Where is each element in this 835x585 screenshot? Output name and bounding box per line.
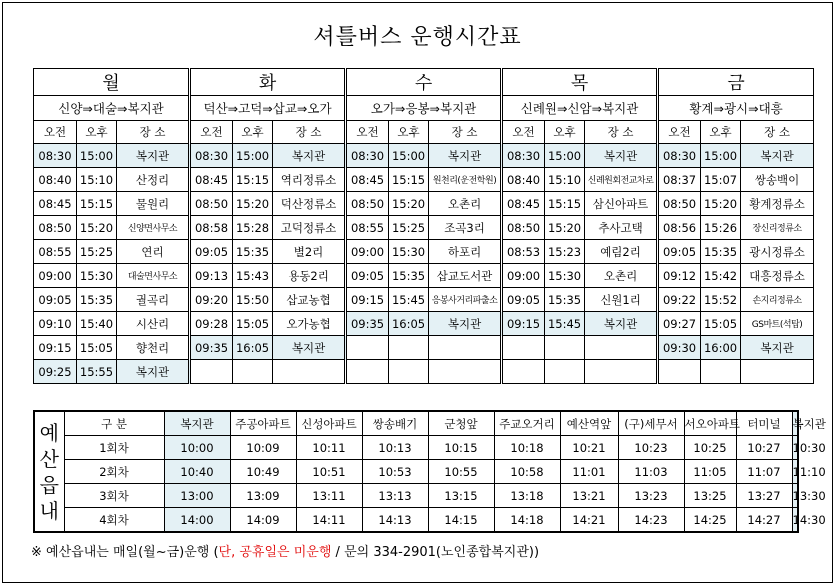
yesan-time: 13:18 <box>494 484 560 508</box>
am-time: 08:30 <box>502 144 545 168</box>
page-title: 셔틀버스 운행시간표 <box>313 25 522 50</box>
am-time: 08:30 <box>658 144 701 168</box>
yesan-time: 11:01 <box>560 460 618 484</box>
yesan-time: 11:07 <box>736 460 792 484</box>
pm-time: 15:20 <box>701 192 741 216</box>
am-time <box>346 336 389 360</box>
pm-time: 15:05 <box>701 312 741 336</box>
stop-name: 오가농협 <box>273 312 346 336</box>
stop-name: 대술면사무소 <box>117 264 190 288</box>
am-time: 08:30 <box>190 144 233 168</box>
schedule-row <box>34 288 814 312</box>
stop-name <box>585 336 658 360</box>
pm-time <box>233 360 273 384</box>
stop-name: 예림2리 <box>585 240 658 264</box>
am-time: 09:15 <box>34 336 77 360</box>
stop-name: 복지관 <box>429 144 502 168</box>
stop-header: (구)세무서 <box>618 411 684 436</box>
am-time: 08:50 <box>502 216 545 240</box>
pm-time: 15:40 <box>77 312 117 336</box>
am-time: 09:00 <box>502 264 545 288</box>
stop-name <box>429 360 502 384</box>
stop-name: 광시정류소 <box>741 240 814 264</box>
stop-name: 별2리 <box>273 240 346 264</box>
pm-time: 15:25 <box>77 240 117 264</box>
yesan-time: 13:23 <box>618 484 684 508</box>
am-time: 09:30 <box>658 336 701 360</box>
pm-time <box>545 360 585 384</box>
route-label: 신례원⇒신암⇒복지관 <box>502 96 658 121</box>
pm-header: 오후 <box>701 121 741 144</box>
pm-time: 15:00 <box>389 144 429 168</box>
stop-name <box>585 360 658 384</box>
yesan-row <box>34 484 798 508</box>
route-label: 오가⇒응봉⇒복지관 <box>346 96 502 121</box>
am-time: 09:27 <box>658 312 701 336</box>
pm-time: 15:42 <box>701 264 741 288</box>
stop-name: 삽교도서관 <box>429 264 502 288</box>
footer-note <box>31 541 539 560</box>
pm-time: 16:05 <box>233 336 273 360</box>
am-time: 08:56 <box>658 216 701 240</box>
stop-name: 덕산정류소 <box>273 192 346 216</box>
am-time: 08:55 <box>34 240 77 264</box>
am-header: 오전 <box>658 121 701 144</box>
yesan-time: 14:18 <box>494 508 560 533</box>
am-time: 08:40 <box>502 168 545 192</box>
am-time: 08:40 <box>34 168 77 192</box>
pm-time: 16:05 <box>389 312 429 336</box>
am-header: 오전 <box>502 121 545 144</box>
place-header: 장 소 <box>429 121 502 144</box>
stop-name: 삼신아파트 <box>585 192 658 216</box>
yesan-time: 14:11 <box>296 508 362 533</box>
am-time: 08:58 <box>190 216 233 240</box>
am-time <box>658 360 701 384</box>
am-time <box>346 360 389 384</box>
yesan-time: 13:13 <box>362 484 428 508</box>
am-time: 09:35 <box>190 336 233 360</box>
pm-time: 15:10 <box>545 168 585 192</box>
stop-name: 궐곡리 <box>117 288 190 312</box>
am-time: 08:50 <box>658 192 701 216</box>
day-label: 금 <box>658 69 814 96</box>
am-time: 09:05 <box>658 240 701 264</box>
stop-name: 하포리 <box>429 240 502 264</box>
am-time <box>502 336 545 360</box>
schedule-row <box>34 168 814 192</box>
stop-name: 추사고택 <box>585 216 658 240</box>
note-contact-text: / 문의 334-2901(노인종합복지관)) <box>331 545 540 560</box>
pm-time: 15:30 <box>389 240 429 264</box>
yesan-time: 10:58 <box>494 460 560 484</box>
route-label: 황계⇒광시⇒대흥 <box>658 96 814 121</box>
stop-name: 삽교농협 <box>273 288 346 312</box>
yesan-time: 11:03 <box>618 460 684 484</box>
am-time: 09:15 <box>346 288 389 312</box>
pm-time: 15:00 <box>545 144 585 168</box>
column-header-row <box>34 121 814 144</box>
pm-time: 15:15 <box>389 168 429 192</box>
pm-time <box>389 360 429 384</box>
place-header: 장 소 <box>741 121 814 144</box>
pm-time: 15:26 <box>701 216 741 240</box>
schedule-row <box>34 312 814 336</box>
round-label: 4회차 <box>64 508 164 533</box>
pm-time <box>389 336 429 360</box>
yesan-header-row <box>34 411 798 436</box>
stop-name: 복지관 <box>117 360 190 384</box>
am-time: 08:37 <box>658 168 701 192</box>
am-time: 08:45 <box>502 192 545 216</box>
stop-name: 원천리(운전학원) <box>429 168 502 192</box>
stop-name: 신원1리 <box>585 288 658 312</box>
schedule-row <box>34 336 814 360</box>
pm-time: 15:07 <box>701 168 741 192</box>
am-time: 09:05 <box>190 240 233 264</box>
pm-header: 오후 <box>545 121 585 144</box>
stop-name: 손지리정류소 <box>741 288 814 312</box>
yesan-time: 14:13 <box>362 508 428 533</box>
weekday-schedule-table <box>33 68 814 384</box>
yesan-time: 14:27 <box>736 508 792 533</box>
stop-header: 주교오거리 <box>494 411 560 436</box>
pm-time: 15:45 <box>545 312 585 336</box>
pm-time: 15:35 <box>389 264 429 288</box>
am-time: 08:45 <box>34 192 77 216</box>
pm-time: 15:15 <box>545 192 585 216</box>
am-time: 09:20 <box>190 288 233 312</box>
yesan-row <box>34 436 798 460</box>
am-time: 09:28 <box>190 312 233 336</box>
stop-name: 복지관 <box>585 144 658 168</box>
yesan-time: 14:23 <box>618 508 684 533</box>
stop-name <box>741 360 814 384</box>
am-time: 09:12 <box>658 264 701 288</box>
stop-name: 향천리 <box>117 336 190 360</box>
stop-name: 역리정류소 <box>273 168 346 192</box>
yesan-time: 14:00 <box>164 508 230 533</box>
yesan-time: 10:09 <box>230 436 296 460</box>
am-header: 오전 <box>34 121 77 144</box>
place-header: 장 소 <box>117 121 190 144</box>
am-time: 08:30 <box>346 144 389 168</box>
stop-name: 신례원회전교차로 <box>585 168 658 192</box>
stop-name: 복지관 <box>585 312 658 336</box>
round-label: 1회차 <box>64 436 164 460</box>
pm-time: 15:35 <box>545 288 585 312</box>
pm-time: 15:52 <box>701 288 741 312</box>
pm-time: 15:20 <box>233 192 273 216</box>
am-time: 09:25 <box>34 360 77 384</box>
am-time: 09:05 <box>502 288 545 312</box>
pm-time: 15:00 <box>233 144 273 168</box>
pm-time: 15:35 <box>701 240 741 264</box>
pm-time: 16:00 <box>701 336 741 360</box>
am-time: 09:00 <box>346 240 389 264</box>
yesan-time: 10:23 <box>618 436 684 460</box>
yesan-time: 11:05 <box>684 460 736 484</box>
note-text: ※ 예산읍내는 매일(월~금)운행 ( <box>31 545 219 560</box>
yesan-time: 10:11 <box>296 436 362 460</box>
am-time <box>190 360 233 384</box>
pm-time: 15:35 <box>233 240 273 264</box>
am-time: 08:45 <box>346 168 389 192</box>
am-header: 오전 <box>190 121 233 144</box>
route-label: 덕산⇒고덕⇒삽교⇒오가 <box>190 96 346 121</box>
stop-name: 복지관 <box>117 144 190 168</box>
note-holiday-text: 단, 공휴일은 미운행 <box>218 545 332 560</box>
am-time: 08:55 <box>346 216 389 240</box>
stop-name: 복지관 <box>429 312 502 336</box>
round-label: 2회차 <box>64 460 164 484</box>
am-time <box>502 360 545 384</box>
yesan-time: 10:49 <box>230 460 296 484</box>
yesan-time: 10:15 <box>428 436 494 460</box>
stop-name: 쌍송백이 <box>741 168 814 192</box>
route-label: 신양⇒대술⇒복지관 <box>34 96 190 121</box>
am-time: 09:15 <box>502 312 545 336</box>
stop-name: 복지관 <box>741 144 814 168</box>
yesan-time: 10:55 <box>428 460 494 484</box>
am-time: 09:10 <box>34 312 77 336</box>
schedule-row <box>34 240 814 264</box>
yesan-time: 10:25 <box>684 436 736 460</box>
yesan-time: 10:00 <box>164 436 230 460</box>
pm-time: 15:10 <box>77 168 117 192</box>
stop-name: 장신리정류소 <box>741 216 814 240</box>
pm-time: 15:43 <box>233 264 273 288</box>
yesan-time: 13:27 <box>736 484 792 508</box>
stop-name: 대흥정류소 <box>741 264 814 288</box>
am-time: 08:53 <box>502 240 545 264</box>
pm-time: 15:50 <box>233 288 273 312</box>
stop-header: 쌍송배기 <box>362 411 428 436</box>
yesan-time: 10:30 <box>792 436 798 460</box>
pm-time: 15:23 <box>545 240 585 264</box>
stop-name: GS마트(석탑) <box>741 312 814 336</box>
stop-name: 복지관 <box>273 144 346 168</box>
am-time: 08:50 <box>190 192 233 216</box>
yesan-time: 14:09 <box>230 508 296 533</box>
stop-header: 터미널 <box>736 411 792 436</box>
pm-time: 15:00 <box>701 144 741 168</box>
day-label: 목 <box>502 69 658 96</box>
pm-time: 15:45 <box>389 288 429 312</box>
stop-name: 산정리 <box>117 168 190 192</box>
schedule-row <box>34 264 814 288</box>
schedule-row <box>34 216 814 240</box>
stop-name: 물원리 <box>117 192 190 216</box>
route-row <box>34 96 814 121</box>
stop-name: 신양면사무소 <box>117 216 190 240</box>
pm-time: 15:05 <box>77 336 117 360</box>
stop-header: 예산역앞 <box>560 411 618 436</box>
schedule-row <box>34 360 814 384</box>
pm-time: 15:28 <box>233 216 273 240</box>
stop-name: 오촌리 <box>429 192 502 216</box>
schedule-row <box>34 144 814 168</box>
yesan-time: 10:53 <box>362 460 428 484</box>
schedule-row <box>34 192 814 216</box>
pm-header: 오후 <box>389 121 429 144</box>
pm-time: 15:55 <box>77 360 117 384</box>
yesan-time: 13:21 <box>560 484 618 508</box>
pm-time: 15:15 <box>77 192 117 216</box>
pm-time: 15:30 <box>545 264 585 288</box>
round-label: 3회차 <box>64 484 164 508</box>
stop-name: 조곡3리 <box>429 216 502 240</box>
day-label: 월 <box>34 69 190 96</box>
pm-time: 15:35 <box>77 288 117 312</box>
yesan-time: 14:21 <box>560 508 618 533</box>
pm-time: 15:25 <box>389 216 429 240</box>
yesan-row <box>34 508 798 533</box>
day-label: 화 <box>190 69 346 96</box>
stop-name: 고덕정류소 <box>273 216 346 240</box>
pm-time: 15:15 <box>233 168 273 192</box>
stop-header: 주공아파트 <box>230 411 296 436</box>
pm-time: 15:20 <box>77 216 117 240</box>
stop-header: 복지관 <box>164 411 230 436</box>
pm-time <box>701 360 741 384</box>
yesan-time: 10:21 <box>560 436 618 460</box>
yesan-time: 10:40 <box>164 460 230 484</box>
stop-name: 시산리 <box>117 312 190 336</box>
yesan-time: 14:30 <box>792 508 798 533</box>
yesan-time: 14:25 <box>684 508 736 533</box>
pm-time: 15:00 <box>77 144 117 168</box>
stop-name <box>273 360 346 384</box>
am-time: 08:50 <box>346 192 389 216</box>
stop-header: 신성아파트 <box>296 411 362 436</box>
yesan-schedule-table <box>33 410 826 533</box>
place-header: 장 소 <box>585 121 658 144</box>
pm-time: 15:05 <box>233 312 273 336</box>
am-time: 09:13 <box>190 264 233 288</box>
yesan-time: 13:15 <box>428 484 494 508</box>
stop-header: 복지관 <box>792 411 798 436</box>
yesan-side-label: 예 산 읍 내 <box>34 411 64 532</box>
yesan-time: 10:27 <box>736 436 792 460</box>
stop-name <box>429 336 502 360</box>
stop-name: 응봉사거리파출소 <box>429 288 502 312</box>
pm-header: 오후 <box>233 121 273 144</box>
pm-time <box>545 336 585 360</box>
yesan-time: 13:00 <box>164 484 230 508</box>
am-time: 09:22 <box>658 288 701 312</box>
pm-time: 15:30 <box>77 264 117 288</box>
am-time: 09:05 <box>34 288 77 312</box>
stop-name: 황계정류소 <box>741 192 814 216</box>
pm-time: 15:20 <box>389 192 429 216</box>
day-header-row <box>34 69 814 96</box>
yesan-time: 11:10 <box>792 460 798 484</box>
day-label: 수 <box>346 69 502 96</box>
am-time: 09:05 <box>346 264 389 288</box>
am-time: 08:30 <box>34 144 77 168</box>
stop-header: 군청앞 <box>428 411 494 436</box>
am-time: 08:45 <box>190 168 233 192</box>
stop-name: 복지관 <box>741 336 814 360</box>
yesan-time: 10:13 <box>362 436 428 460</box>
pm-header: 오후 <box>77 121 117 144</box>
yesan-time: 13:11 <box>296 484 362 508</box>
stop-name: 복지관 <box>273 336 346 360</box>
am-time: 08:50 <box>34 216 77 240</box>
stop-header: 서오아파트 <box>684 411 736 436</box>
place-header: 장 소 <box>273 121 346 144</box>
yesan-time: 10:51 <box>296 460 362 484</box>
yesan-time: 13:30 <box>792 484 798 508</box>
am-header: 오전 <box>346 121 389 144</box>
stop-name: 오촌리 <box>585 264 658 288</box>
yesan-time: 10:18 <box>494 436 560 460</box>
stop-name: 연리 <box>117 240 190 264</box>
yesan-time: 13:25 <box>684 484 736 508</box>
am-time: 09:35 <box>346 312 389 336</box>
yesan-time: 14:15 <box>428 508 494 533</box>
yesan-time: 13:09 <box>230 484 296 508</box>
yesan-row <box>34 460 798 484</box>
pm-time: 15:20 <box>545 216 585 240</box>
category-header: 구 분 <box>64 411 164 436</box>
am-time: 09:00 <box>34 264 77 288</box>
stop-name: 용동2리 <box>273 264 346 288</box>
